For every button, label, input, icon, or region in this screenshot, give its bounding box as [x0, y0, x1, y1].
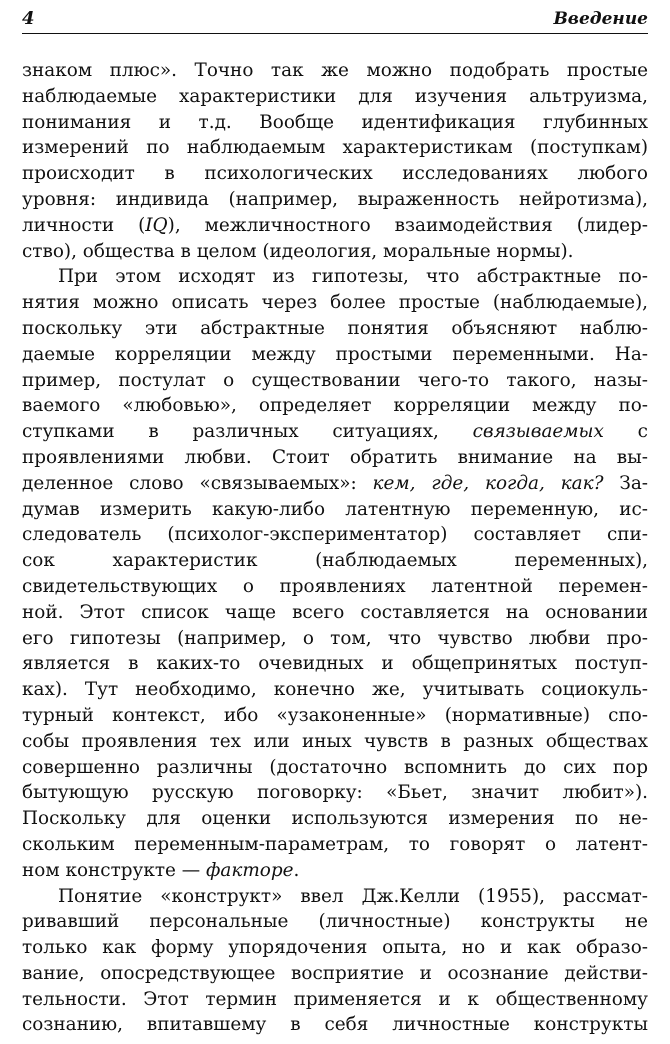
text-run: нятия можно описать через более простые (наблюдаемые), [22, 292, 648, 314]
text-run: За- [603, 472, 648, 494]
text-line [22, 419, 648, 445]
text-run: поскольку эти абстрактные понятия объясняют наблю- [22, 317, 648, 339]
text-line [22, 522, 648, 548]
text-line [22, 290, 648, 316]
text-line [22, 961, 648, 987]
text-run: турный контекст, ибо «узаконенные» (нормативные) спо- [22, 704, 648, 726]
text-line [22, 497, 648, 523]
text-run: происходит в психологических исследованиях любого [22, 163, 648, 185]
text-run: Понятие «конструкт» ввел Дж.Келли (1955), рассмат- [58, 885, 648, 907]
text-run: ной. Этот список чаще всего составляется на основании [22, 601, 648, 623]
text-line [22, 187, 648, 213]
running-header [22, 8, 648, 34]
text-line [22, 58, 648, 84]
text-run: тельности. Этот термин применяется и к общественному [22, 988, 648, 1010]
text-line [22, 677, 648, 703]
text-line [22, 368, 648, 394]
text-line [22, 806, 648, 832]
text-run: ном конструкте — [22, 859, 207, 881]
text-line [22, 239, 648, 265]
text-run: личности ( [22, 214, 146, 236]
text-run: следователь (психолог-экспериментатор) составляет спи- [22, 524, 648, 546]
text-line [22, 832, 648, 858]
text-run: деленное слово «связываемых»: [22, 472, 373, 494]
text-line [22, 600, 648, 626]
text-line [22, 135, 648, 161]
text-line [22, 471, 648, 497]
text-line [22, 987, 648, 1013]
text-run: знаком плюс». Точно так же можно подобрать простые [22, 60, 648, 81]
text-run: скольким переменным-параметрам, то говорят о латент- [22, 833, 648, 855]
text-run: При этом исходят из гипотезы, что абстрактные по- [58, 266, 648, 288]
text-line [22, 703, 648, 729]
italic-text: связываемых [472, 421, 604, 443]
text-run: вание, опосредствующее восприятие и осознание действи- [22, 962, 648, 984]
text-line [22, 780, 648, 806]
text-run: ваемого «любовью», определяет корреляции между по- [22, 395, 648, 417]
text-run: ), межличностного взаимодействия (лидер- [167, 214, 648, 236]
text-line [22, 1012, 648, 1038]
text-run: бытующую русскую поговорку: «Бьет, значит любит»). [22, 782, 648, 804]
text-line [22, 161, 648, 187]
text-line [22, 884, 648, 910]
text-line [22, 858, 648, 884]
text-run: с [603, 421, 648, 443]
text-line [22, 626, 648, 652]
text-line [22, 935, 648, 961]
text-run: даемые корреляции между простыми переменными. На- [22, 343, 648, 365]
text-run: проявлениями любви. Стоит обратить внимание на вы- [22, 446, 648, 468]
text-line [22, 342, 648, 368]
page-number: 4 [22, 8, 35, 29]
text-line [22, 445, 648, 471]
book-page [22, 8, 648, 1038]
text-line [22, 729, 648, 755]
text-run: . [293, 859, 300, 881]
text-line [22, 316, 648, 342]
text-line [22, 110, 648, 136]
text-run: пример, постулат о существовании чего-то такого, назы- [22, 369, 648, 391]
text-line [22, 651, 648, 677]
italic-text: кем, где, когда, как? [372, 472, 604, 494]
text-run: собы проявления тех или иных чувств в разных обществах [22, 730, 648, 752]
text-run: ступками в различных ситуациях, [22, 421, 473, 443]
text-run: измерений по наблюдаемым характеристикам (поступкам) [22, 137, 648, 159]
text-line [22, 84, 648, 110]
text-run: Поскольку для оценки используются измерения по не- [22, 808, 648, 830]
text-line [22, 574, 648, 600]
text-line [22, 213, 648, 239]
text-run: наблюдаемые характеристики для изучения альтруизма, [22, 85, 648, 107]
text-run: является в каких-то очевидных и общепринятых поступ- [22, 653, 648, 675]
text-line [22, 909, 648, 935]
body-text [22, 58, 648, 1038]
text-line [22, 548, 648, 574]
text-line [22, 264, 648, 290]
italic-text: факторе [206, 859, 294, 881]
text-run: уровня: индивида (например, выраженность нейротизма), [22, 188, 648, 210]
text-run: свидетельствующих о проявлениях латентной перемен- [22, 575, 648, 597]
text-run: ство), общества в целом (идеология, моральные нормы). [22, 240, 574, 262]
running-title: Введение [553, 9, 648, 29]
text-run: только как форму упорядочения опыта, но и как образо- [22, 937, 648, 959]
text-line [22, 755, 648, 781]
text-run: ках). Тут необходимо, конечно же, учитывать социокуль- [22, 679, 648, 701]
text-run: его гипотезы (например, о том, что чувство любви про- [22, 627, 648, 649]
text-run: сок характеристик (наблюдаемых переменных), [22, 550, 648, 572]
text-run: думав измерить какую-либо латентную переменную, ис- [22, 498, 648, 520]
text-line [22, 393, 648, 419]
italic-text: IQ [145, 214, 168, 236]
text-run: совершенно различны (достаточно вспомнить до сих пор [22, 756, 648, 778]
text-run: сознанию, впитавшему в себя личностные конструкты [22, 1014, 648, 1036]
text-run: ривавший персональные (личностные) конструкты не [22, 911, 648, 933]
text-run: понимания и т.д. Вообще идентификация глубинных [22, 111, 648, 133]
